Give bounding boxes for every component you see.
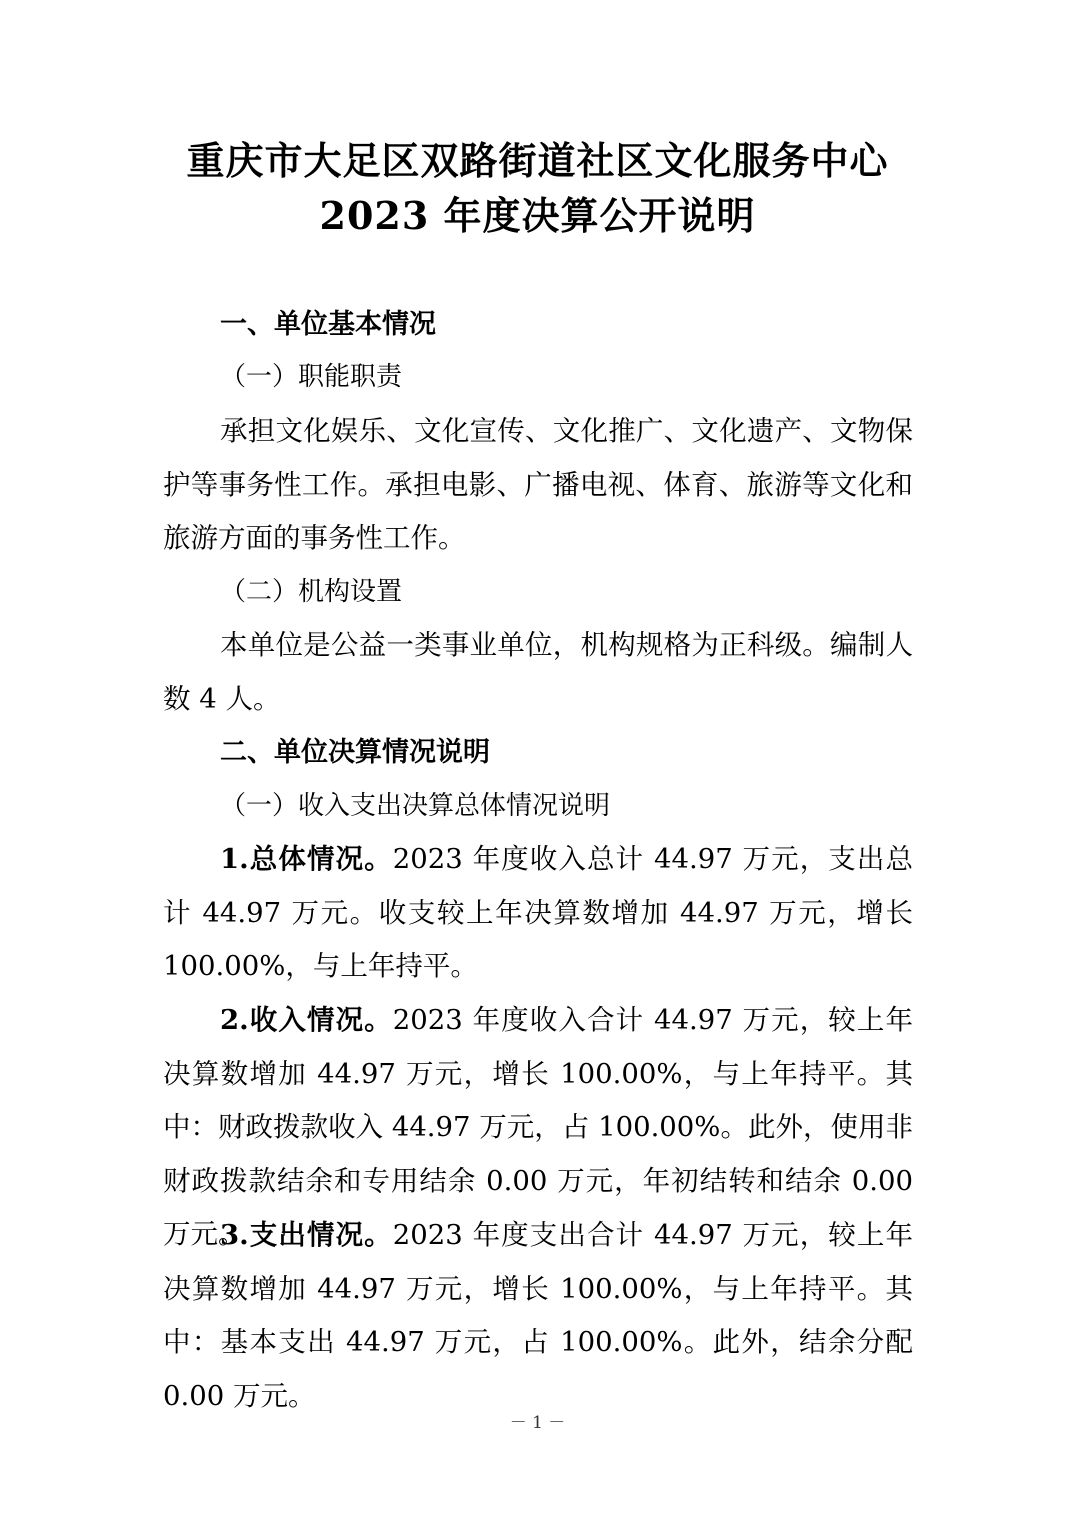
paragraph-income-text: 2023 年度收入合计 44.97 万元，较上年决算数增加 44.97 万元，增长 100.00%，与上年持平。其中：财政拨款收入 44.97 万元，占 100.00%。此外，使用非财政拨款结余和专用结余 0.00 万元，年初结转和结余 0.00 万元。 (163, 1004, 913, 1250)
section-heading-basic-info: 一、单位基本情况 (220, 309, 436, 340)
page-number: － 1 － (509, 1413, 566, 1433)
document-title-line-1: 重庆市大足区双路街道社区文化服务中心 (186, 138, 889, 183)
paragraph-overall-text: 2023 年度收入总计 44.97 万元，支出总计 44.97 万元。收支较上年决算数增加 44.97 万元，增长 100.00%，与上年持平。 (163, 843, 913, 982)
paragraph-duties: 承担文化娱乐、文化宣传、文化推广、文化遗产、文物保护等事务性工作。承担电影、广播电视、体育、旅游等文化和旅游方面的事务性工作。 (163, 415, 913, 554)
subsection-heading-duties: （一）职能职责 (220, 362, 403, 392)
subsection-heading-income-expenditure: （一）收入支出决算总体情况说明 (220, 791, 611, 821)
section-heading-final-accounts: 二、单位决算情况说明 (220, 737, 490, 768)
document-title-line-2: 2023 年度决算公开说明 (319, 193, 756, 238)
paragraph-organization: 本单位是公益一类事业单位，机构规格为正科级。编制人数 4 人。 (163, 629, 913, 715)
paragraph-expenditure (163, 1209, 913, 1423)
paragraph-expenditure-lead: 3.支出情况。 (220, 1219, 393, 1251)
paragraph-overall (163, 833, 913, 994)
paragraph-expenditure-text: 2023 年度支出合计 44.97 万元，较上年决算数增加 44.97 万元，增长 100.00%，与上年持平。其中：基本支出 44.97 万元，占 100.00%。此外，结余分配 0.00 万元。 (163, 1219, 913, 1412)
subsection-heading-organization: （二）机构设置 (220, 577, 403, 607)
paragraph-income-lead: 2.收入情况。 (220, 1004, 393, 1036)
paragraph-overall-lead: 1.总体情况。 (220, 843, 393, 875)
